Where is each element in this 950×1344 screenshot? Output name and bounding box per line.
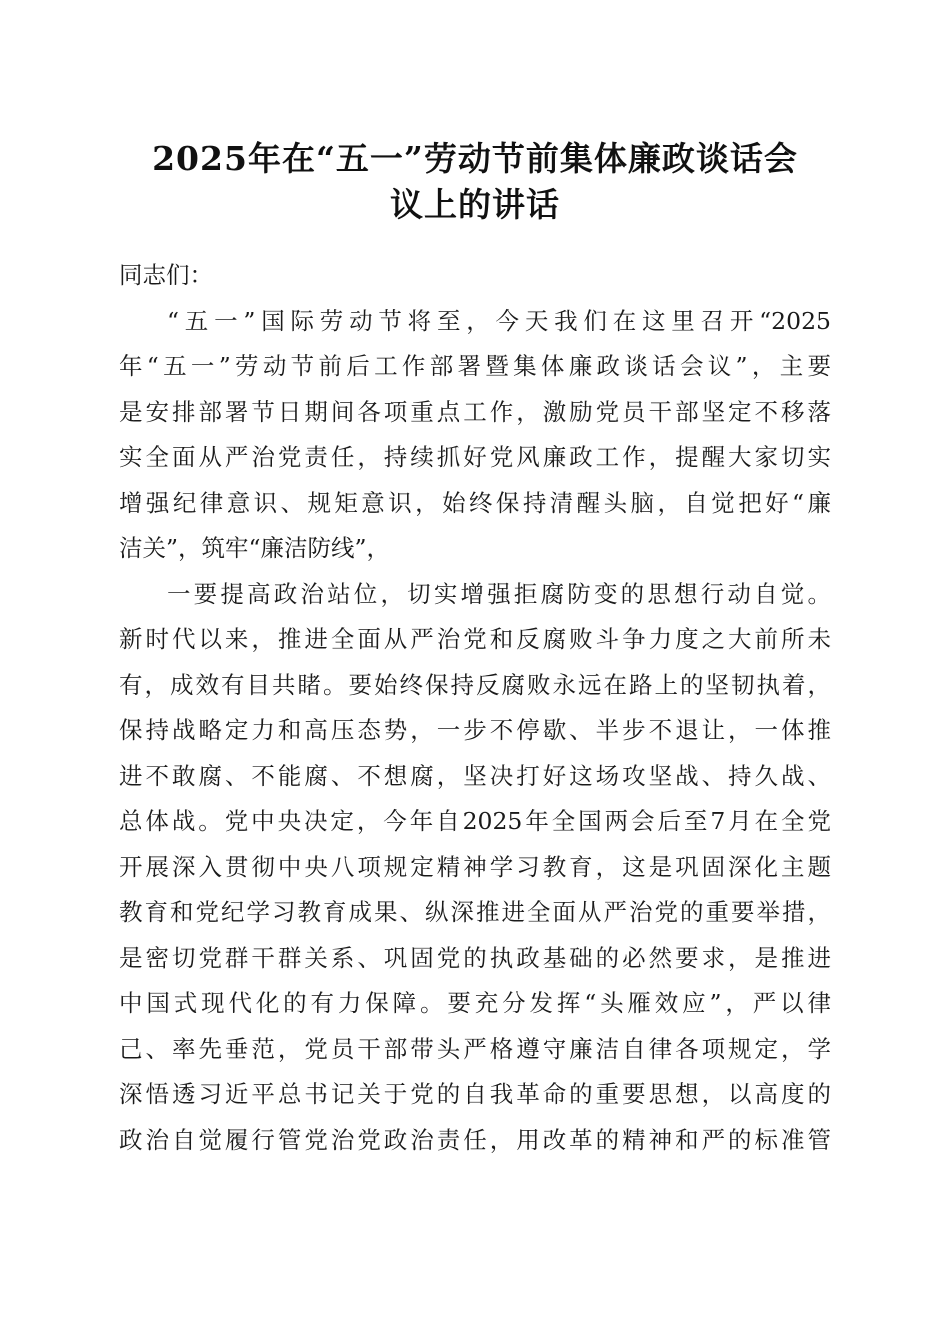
text-line: 政治自觉履行管党治党政治责任，用改革的精神和严的标准管 xyxy=(119,1125,831,1154)
text-line: 开展深入贯彻中央八项规定精神学习教育，这是巩固深化主题 xyxy=(119,852,831,881)
text-line: 洁关”，筑牢“廉洁防线”， xyxy=(119,534,391,562)
document-body xyxy=(119,253,831,1163)
text-line: 己、率先垂范，党员干部带头严格遵守廉洁自律各项规定，学 xyxy=(119,1034,831,1063)
text-line: 总体战。党中央决定，今年自2025年全国两会后至7月在全党 xyxy=(119,807,831,835)
text-line: 教育和党纪学习教育成果、纵深推进全面从严治党的重要举措， xyxy=(119,898,831,926)
text-line: “五一”国际劳动节将至，今天我们在这里召开“2025 xyxy=(167,306,831,335)
text-line: 实全面从严治党责任，持续抓好党风廉政工作，提醒大家切实 xyxy=(119,443,831,471)
paragraph-2 xyxy=(119,572,831,1164)
text-line: 保持战略定力和高压态势，一步不停歇、半步不退让，一体推 xyxy=(119,716,831,744)
text-line: 进不敢腐、不能腐、不想腐，坚决打好这场攻坚战、持久战、 xyxy=(119,761,831,790)
title-line: 议上的讲话 xyxy=(390,185,560,224)
text-line: 有，成效有目共睹。要始终保持反腐败永远在路上的坚韧执着， xyxy=(119,670,831,699)
text-line: 是安排部署节日期间各项重点工作，激励党员干部坚定不移落 xyxy=(119,397,831,426)
title-line: 2025年在“五一”劳动节前集体廉政谈话会 xyxy=(152,139,798,178)
salutation: 同志们： xyxy=(119,261,213,289)
text-line: 深悟透习近平总书记关于党的自我革命的重要思想，以高度的 xyxy=(119,1080,831,1108)
text-line: 是密切党群干群关系、巩固党的执政基础的必然要求，是推进 xyxy=(119,943,831,972)
document-title xyxy=(110,136,840,228)
text-line: 一要提高政治站位，切实增强拒腐防变的思想行动自觉。 xyxy=(167,579,831,608)
text-line: 中国式现代化的有力保障。要充分发挥“头雁效应”，严以律 xyxy=(119,989,831,1017)
text-line: 新时代以来，推进全面从严治党和反腐败斗争力度之大前所未 xyxy=(119,625,831,653)
paragraph-1 xyxy=(119,299,831,572)
text-line: 增强纪律意识、规矩意识，始终保持清醒头脑，自觉把好“廉 xyxy=(119,488,831,517)
text-line: 年“五一”劳动节前后工作部署暨集体廉政谈话会议”，主要 xyxy=(119,352,831,380)
